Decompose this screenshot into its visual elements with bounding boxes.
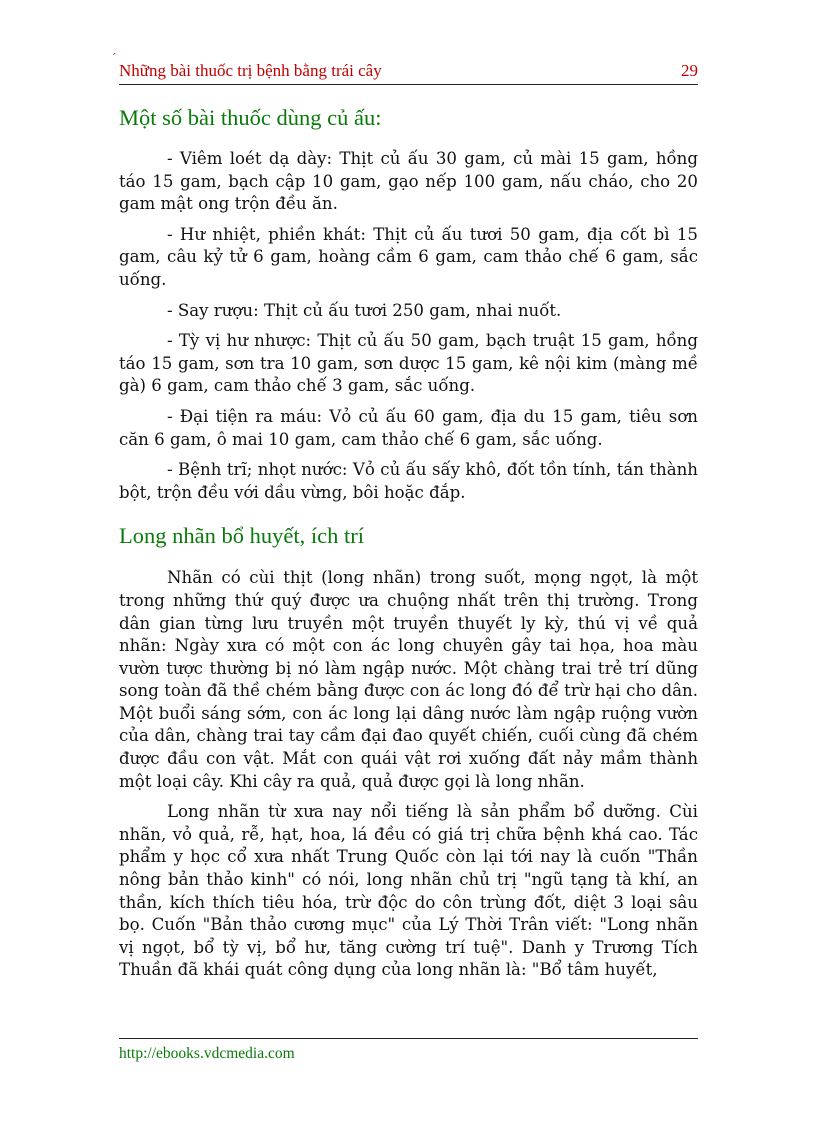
footer-link[interactable]: http://ebooks.vdcmedia.com bbox=[119, 1045, 295, 1062]
section-heading-cu-au: Một số bài thuốc dùng củ ấu: bbox=[119, 105, 382, 130]
section-heading-long-nhan: Long nhãn bổ huyết, ích trí bbox=[119, 523, 364, 549]
page-header bbox=[111, 52, 698, 85]
body-paragraph: Nhãn có cùi thịt (long nhãn) trong suốt, mọng ngọt, là một trong những thứ quý được ưa chuộng nhất trên thị trường. Trong dân gian từng lưu truyền một truyền thuyết ly kỳ, thú vị về quả nhãn: Ngày xưa có một con ác long chuyên gây tai họa, hoa màu vườn tược thường bị nó làm ngập nước. Một chàng trai trẻ trí dũng song toàn đã thề chém bằng được con ác long đó để trừ hại cho dân. Một buổi sáng sớm, con ác long lại dâng nước làm ngập ruộng vườn của dân, chàng trai tay cầm đại đao quyết chiến, cuối cùng đã chém được đầu con vật. Mắt con quái vật rơi xuống đất nảy mầm thành một loại cây. Khi cây ra quả, quả được gọi là long nhãn. bbox=[119, 568, 698, 791]
page-number: 29 bbox=[681, 61, 698, 80]
body-paragraph: Long nhãn từ xưa nay nổi tiếng là sản phẩm bổ dưỡng. Cùi nhãn, vỏ quả, rễ, hạt, hoa, lá đều có giá trị chữa bệnh khá cao. Tác phẩm y học cổ xưa nhất Trung Quốc còn lại tới nay là cuốn "Thần nông bản thảo kinh" có nói, long nhãn chủ trị "ngũ tạng tà khí, an thần, kích thích tiêu hóa, trừ độc do côn trùng đốt, diệt 3 loại sâu bọ. Cuốn "Bản thảo cương mục" của Lý Thời Trân viết: "Long nhãn vị ngọt, bổ tỳ vị, bổ hư, tăng cường trí tuệ". Danh y Trương Tích Thuần đã khái quát công dụng của long nhãn là: "Bổ tâm huyết, bbox=[119, 802, 698, 980]
remedy-item: - Bệnh trĩ; nhọt nước: Vỏ củ ấu sấy khô, đốt tồn tính, tán thành bột, trộn đều với dầu vừng, bôi hoặc đắp. bbox=[119, 460, 698, 502]
remedy-item: - Hư nhiệt, phiền khát: Thịt củ ấu tươi 50 gam, địa cốt bì 15 gam, câu kỷ tử 6 gam, hoàng cầm 6 gam, cam thảo chế 6 gam, sắc uống. bbox=[119, 224, 698, 289]
remedy-item: - Tỳ vị hư nhược: Thịt củ ấu 50 gam, bạch truật 15 gam, hồng táo 15 gam, sơn tra 10 gam, sơn dược 15 gam, kê nội kim (màng mề gà) 6 gam, cam thảo chế 3 gam, sắc uống. bbox=[119, 331, 698, 396]
remedy-item: - Viêm loét dạ dày: Thịt củ ấu 30 gam, củ mài 15 gam, hồng táo 15 gam, bạch cập 10 gam, gạo nếp 100 gam, nấu cháo, cho 20 gam mật ong trộn đều ăn. bbox=[119, 149, 698, 214]
page-content bbox=[119, 104, 698, 990]
page-footer bbox=[119, 1038, 698, 1063]
remedy-item: - Đại tiện ra máu: Vỏ củ ấu 60 gam, địa du 15 gam, tiêu sơn căn 6 gam, ô mai 10 gam, cam thảo chế 6 gam, sắc uống. bbox=[119, 406, 698, 449]
remedy-item: - Say rượu: Thịt củ ấu tươi 250 gam, nhai nuốt. bbox=[167, 300, 562, 320]
header-mark: ´ bbox=[111, 52, 117, 65]
book-title: Những bài thuốc trị bệnh bằng trái cây bbox=[119, 61, 382, 80]
